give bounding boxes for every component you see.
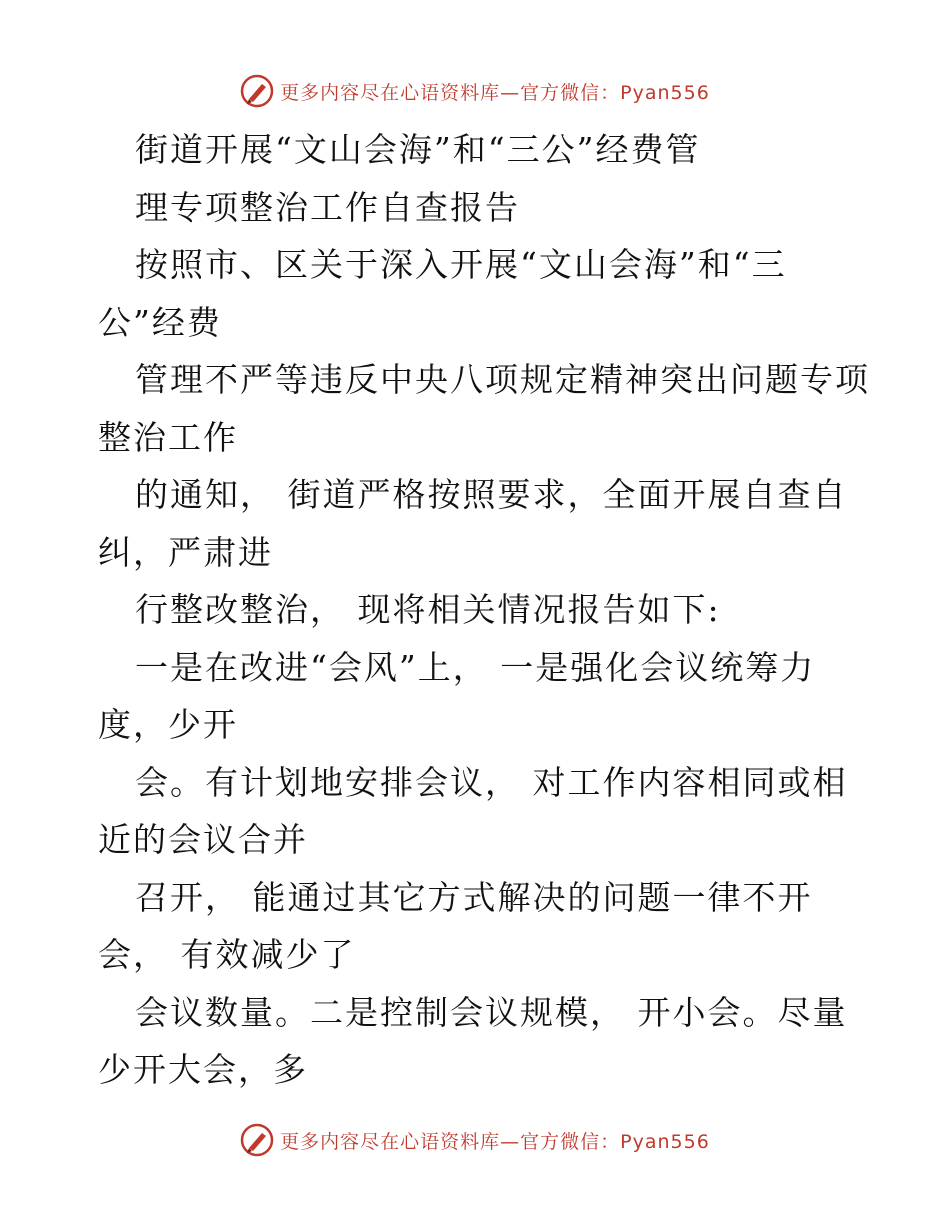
paragraph-line: 近的会议合并	[98, 820, 308, 859]
header-banner	[0, 71, 950, 111]
footer-banner	[0, 1120, 950, 1160]
paragraph-line: 的通知， 街道严格按照要求，全面开展自查自	[135, 475, 848, 514]
paragraph-line: 纠，严肃进	[98, 532, 273, 572]
paragraph-line: 会， 有效减少了	[98, 935, 356, 974]
paragraph-line: 度，少开	[98, 705, 238, 744]
paragraph-line: 行整改整治， 现将相关情况报告如下:	[135, 590, 721, 629]
pen-logo-icon	[240, 74, 274, 108]
title-line-2: 理专项整治工作自查报告	[135, 187, 520, 227]
paragraph-line: 一是在改进“会风”上， 一是强化会议统筹力	[135, 647, 816, 687]
paragraph-line: 少开大会，多	[98, 1050, 308, 1089]
paragraph-line: 召开， 能通过其它方式解决的问题一律不开	[135, 877, 813, 917]
paragraph-line: 整治工作	[98, 417, 238, 457]
paragraph-line: 会。有计划地安排会议， 对工作内容相同或相	[135, 762, 848, 802]
banner-text: 更多内容尽在心语资料库—官方微信：Pyan556	[280, 81, 710, 104]
paragraph-line: 公”经费	[98, 302, 222, 342]
title-line-1: 街道开展“文山会海”和“三公”经费管	[135, 130, 701, 169]
paragraph-line: 管理不严等违反中央八项规定精神突出问题专项	[135, 360, 870, 399]
document-body	[98, 121, 870, 1099]
paragraph-line: 会议数量。二是控制会议规模， 开小会。尽量	[135, 992, 848, 1032]
pen-logo-icon	[240, 1123, 274, 1157]
banner-text: 更多内容尽在心语资料库—官方微信：Pyan556	[280, 1130, 710, 1153]
paragraph-line: 按照市、区关于深入开展“文山会海”和“三	[135, 245, 787, 284]
